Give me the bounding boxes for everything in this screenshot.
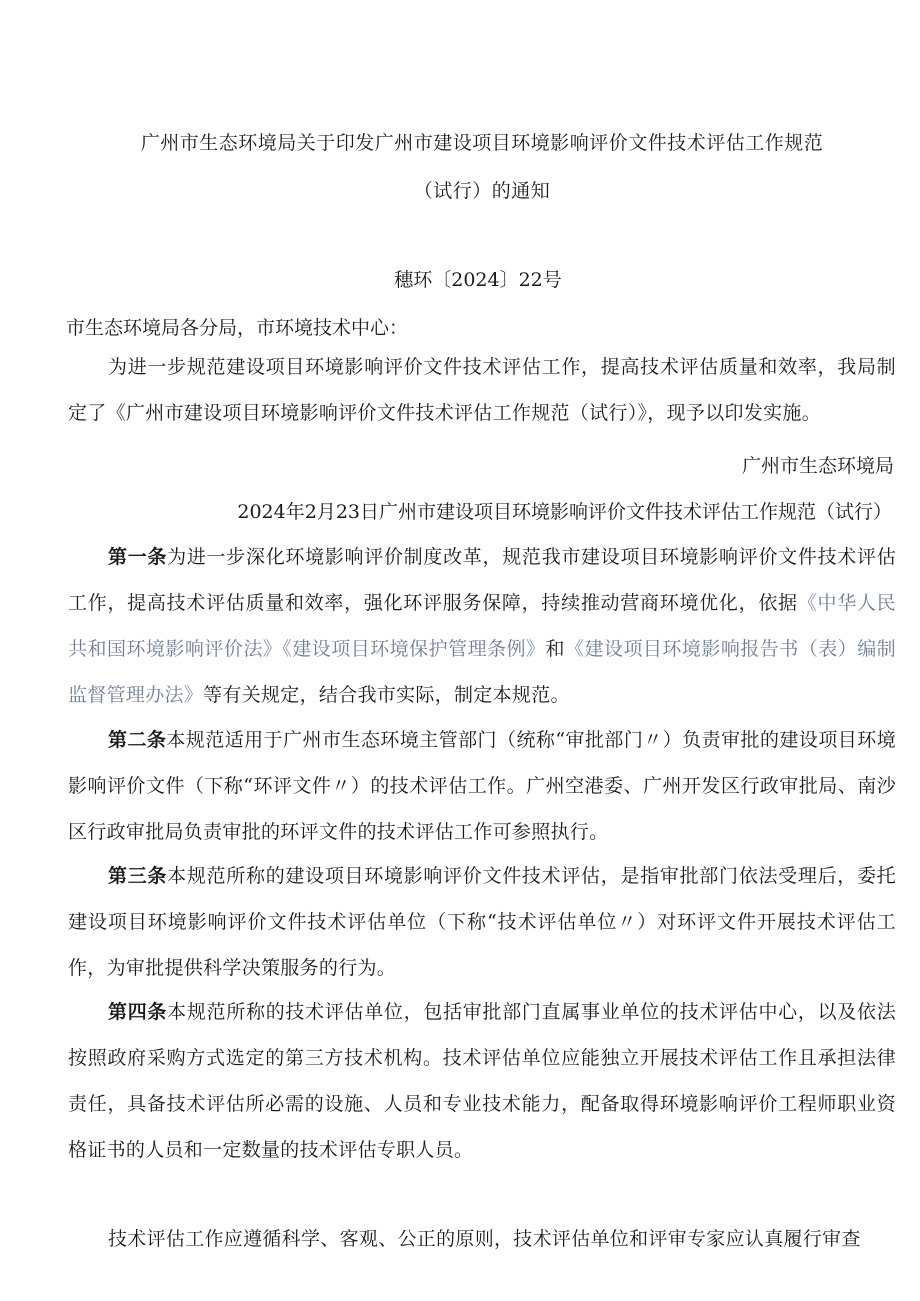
- law-link-report-supervision-measures[interactable]: 《建设项目环境影响报告书（表）编制监督管理办法》: [68, 638, 896, 706]
- article-3: [68, 853, 896, 991]
- article-1-text-after: 等有关规定，结合我市实际，制定本规范。: [203, 684, 570, 706]
- addressee: 市生态环境局各分局，市环境技术中心：: [66, 317, 409, 339]
- date-and-subtitle: 2024年2月23日广州市建设项目环境影响评价文件技术评估工作规范（试行）: [237, 501, 892, 523]
- article-1-conjunction: 和: [545, 638, 565, 660]
- intro-paragraph: 为进一步规范建设项目环境影响评价文件技术评估工作，提高技术评估质量和效率，我局制定了《广州市建设项目环境影响评价文件技术评估工作规范（试行）》，现予以印发实施。: [68, 356, 896, 424]
- document-number: 穗环〔2024〕22号: [394, 269, 562, 291]
- article-3-text: 本规范所称的建设项目环境影响评价文件技术评估，是指审批部门依法受理后，委托建设项目环境影响评价文件技术评估单位（下称“技术评估单位〃）对环评文件开展技术评估工作，为审批提供科学决策服务的行为。: [68, 865, 896, 979]
- article-1: [68, 534, 896, 718]
- document-title-line-1: 广州市生态环境局关于印发广州市建设项目环境影响评价文件技术评估工作规范: [140, 132, 824, 154]
- article-4-heading: 第四条: [108, 1001, 168, 1023]
- article-4-text: 本规范所称的技术评估单位，包括审批部门直属事业单位的技术评估中心，以及依法按照政府采购方式选定的第三方技术机构。技术评估单位应能独立开展技术评估工作且承担法律责任，具备技术评估所必需的设施、人员和专业技术能力，配备取得环境影响评价工程师职业资格证书的人员和一定数量的技术评估专职人员。: [68, 1001, 896, 1161]
- article-3-heading: 第三条: [108, 865, 168, 887]
- article-4: [68, 989, 896, 1173]
- article-1-heading: 第一条: [108, 546, 168, 568]
- article-2-heading: 第二条: [108, 729, 167, 751]
- document-title-line-2: （试行）的通知: [413, 180, 551, 202]
- signer: 广州市生态环境局: [741, 455, 894, 477]
- article-1-text-before: 为进一步深化环境影响评价制度改革，规范我市建设项目环境影响评价文件技术评估工作，提高技术评估质量和效率，强化环评服务保障，持续推动营商环境优化，依据: [68, 546, 896, 614]
- article-5-text: 技术评估工作应遵循科学、客观、公正的原则，技术评估单位和评审专家应认真履行审查: [108, 1228, 861, 1250]
- article-2-text: 本规范适用于广州市生态环境主管部门（统称“审批部门〃）负责审批的建设项目环境影响评价文件（下称“环评文件〃）的技术评估工作。广州空港委、广州开发区行政审批局、南沙区行政审批局负责审批的环评文件的技术评估工作可参照执行。: [68, 729, 896, 843]
- law-link-eia-law[interactable]: 《中华人民共和国环境影响评价法》: [68, 592, 896, 660]
- law-link-protection-regulation[interactable]: 《建设项目环境保护管理条例》: [282, 638, 546, 660]
- article-2: [68, 717, 896, 855]
- article-5-partial: [68, 1216, 896, 1262]
